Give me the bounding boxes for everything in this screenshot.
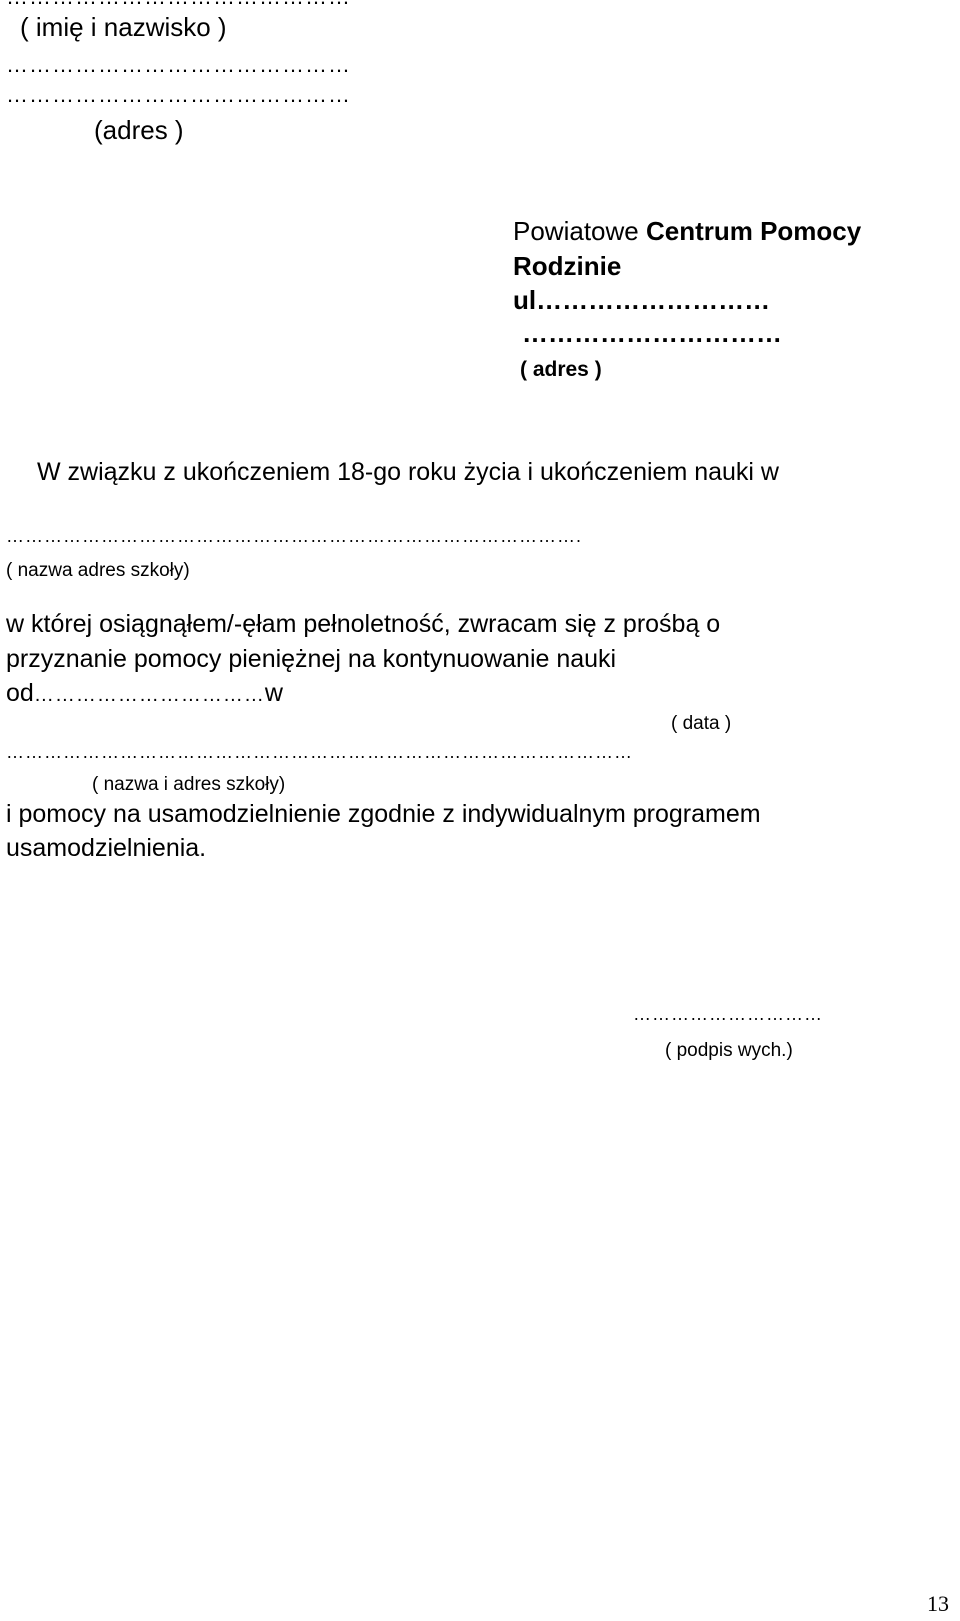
sender-address-dots-1: ……………………………………… (6, 52, 351, 77)
signature-label: ( podpis wych.) (665, 1040, 793, 1061)
school-dots: ………………………………………………………………………………. (6, 526, 583, 546)
body-line1: w której osiągnąłem/-ęłam pełnoletność, zwracam się z prośbą o (6, 610, 721, 638)
date-dots: …………………………… (33, 684, 265, 706)
body-line2: przyznanie pomocy pieniężnej na kontynuowanie nauki (6, 645, 617, 673)
recipient-address-label: ( adres ) (520, 358, 602, 381)
signature-dots: ………………………… (633, 1004, 823, 1024)
school2-dots: ……………………………………………………………………………………… (6, 742, 633, 762)
sender-address-dots-2: ……………………………………… (6, 82, 351, 107)
recipient-name-line2: Rodzinie (513, 251, 622, 281)
body-line3-end: w (264, 679, 283, 707)
date-label: ( data ) (671, 713, 732, 734)
body-line5: usamodzielnienia. (6, 834, 207, 862)
body-intro: W związku z ukończeniem 18-go roku życia i ukończeniem nauki w (37, 458, 779, 486)
recipient-name-normal: Powiatowe (513, 216, 646, 246)
recipient-name-line1 (513, 218, 861, 244)
school2-label: ( nazwa i adres szkoły) (92, 774, 286, 795)
page-number: 13 (927, 1591, 949, 1616)
school-label: ( nazwa adres szkoły) (6, 560, 190, 581)
recipient-street: ul……………………… (513, 285, 771, 315)
sender-name-dots (6, 0, 351, 8)
recipient-name-bold: Centrum Pomocy (645, 216, 862, 246)
sender-address-label: (adres ) (94, 115, 184, 145)
sender-name-label: ( imię i nazwisko ) (20, 12, 227, 42)
body-line3-start: od (6, 679, 34, 707)
body-line4: i pomocy na usamodzielnienie zgodnie z indywidualnym programem (6, 800, 761, 828)
body-line3 (6, 681, 283, 706)
recipient-street-cont: ………………………… (522, 318, 782, 348)
